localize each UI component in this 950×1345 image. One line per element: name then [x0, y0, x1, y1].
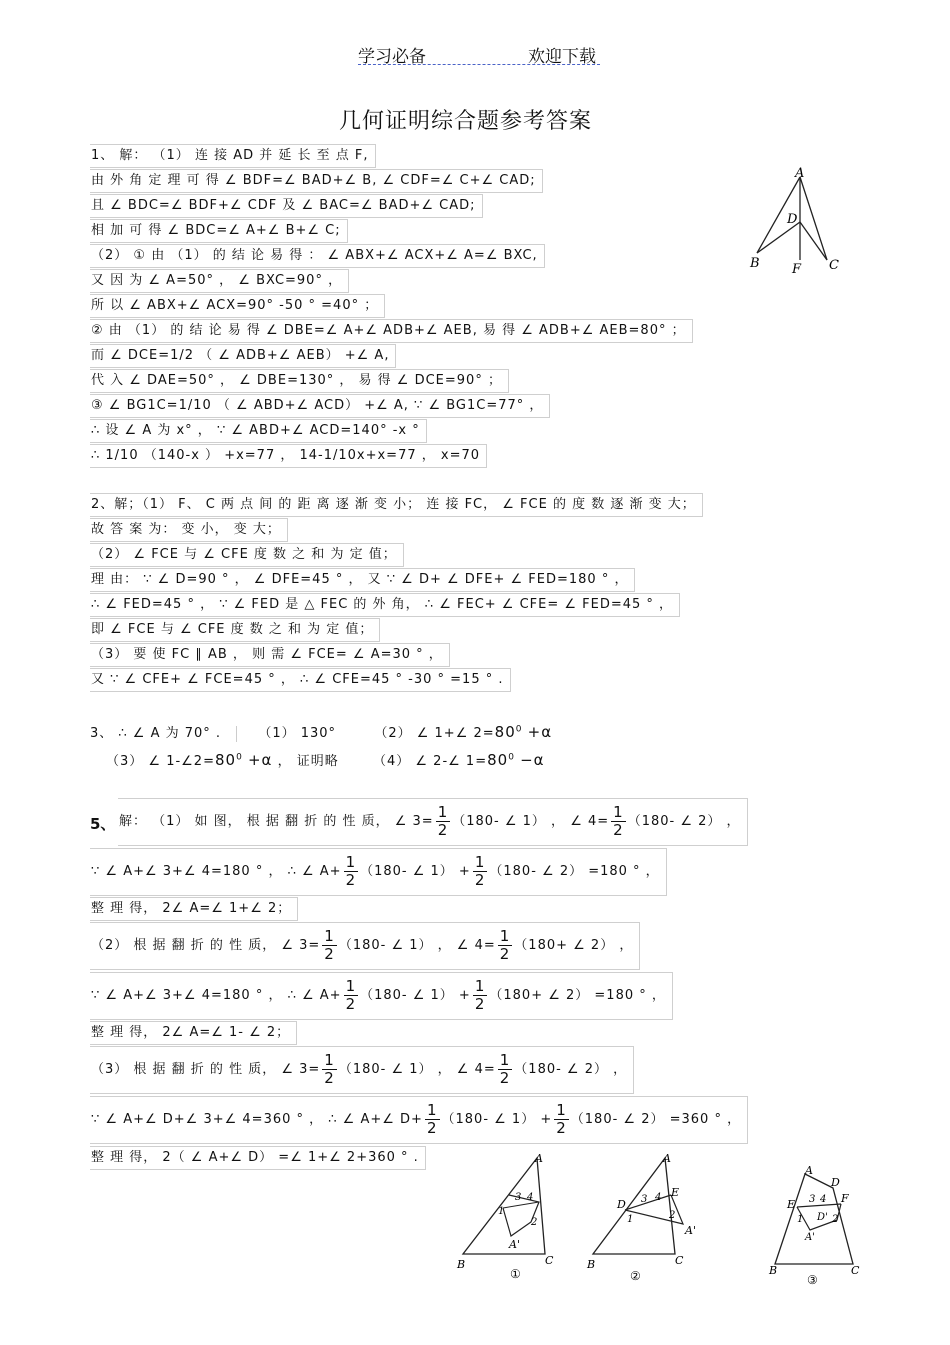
q2-line: （3） 要 使 FC ∥ AB ， 则 需 ∠ FCE= ∠ A=30 ° ，	[90, 643, 450, 667]
q3-text: （2） ∠ 1+∠ 2=	[374, 726, 495, 741]
q1-line: 所 以 ∠ ABX+∠ ACX=90° -50 ° =40° ；	[90, 294, 385, 318]
q1-line: 1、 解： （1） 连 接 AD 并 延 长 至 点 F,	[90, 144, 376, 168]
q5-line: 整 理 得， 2∠ A=∠ 1- ∠ 2；	[90, 1021, 297, 1045]
label-D: D	[787, 212, 798, 227]
fraction-half: $\frac{1}{2}$	[613, 803, 624, 839]
fraction-half: $\frac{1}{2}$	[324, 927, 335, 963]
q1-line: （2） ① 由 （1） 的 结 论 易 得 ： ∠ ABX+∠ ACX+∠ A=∠ BXC,	[90, 244, 545, 268]
q3-line-1	[90, 722, 552, 742]
label-A: A	[795, 166, 805, 181]
svg-text:2: 2	[832, 1214, 839, 1225]
q5-text: （180- ∠ 1） ， ∠ 4=	[338, 938, 496, 953]
q5-text: （180- ∠ 1） +	[441, 1112, 553, 1127]
q3-value: 80	[214, 751, 237, 769]
label-B: B	[750, 256, 760, 271]
q3-alpha: −α	[520, 751, 545, 769]
q1-line: 代 入 ∠ DAE=50° ， ∠ DBE=130° ， 易 得 ∠ DCE=90° ；	[90, 369, 509, 393]
svg-text:A': A'	[805, 1232, 815, 1243]
svg-text:3: 3	[809, 1194, 816, 1205]
svg-text:1: 1	[797, 1214, 804, 1225]
fold-figure-3	[765, 1160, 865, 1288]
q5-text: （2） 根 据 翻 折 的 性 质， ∠ 3=	[91, 938, 321, 953]
q2-line: （2） ∠ FCE 与 ∠ CFE 度 数 之 和 为 定 值；	[90, 543, 404, 567]
svg-text:4: 4	[527, 1192, 534, 1203]
svg-text:1: 1	[627, 1214, 634, 1225]
svg-text:3: 3	[641, 1194, 648, 1205]
fraction-half: $\frac{1}{2}$	[345, 853, 357, 889]
q3-text: 3、 ∴ ∠ A 为 70° .	[90, 726, 222, 741]
svg-text:B: B	[587, 1258, 596, 1271]
fraction-half: $\frac{1}{2}$	[499, 927, 511, 963]
fold-figure-2	[585, 1150, 715, 1285]
q3-value: 80	[494, 723, 516, 741]
label-C: C	[829, 258, 839, 273]
q5-text: （180- ∠ 1） +	[360, 988, 471, 1003]
svg-text:A: A	[805, 1164, 813, 1177]
q3-text: （3） ∠ 1-∠2=	[106, 754, 215, 769]
svg-text:A: A	[535, 1152, 543, 1165]
q1-line: ③ ∠ BG1C=1/10 （ ∠ ABD+∠ ACD） +∠ A, ∵ ∠ BG1C=77° ，	[90, 394, 550, 418]
q5-line	[90, 972, 673, 1020]
q3-alpha: +α	[247, 751, 273, 769]
header-divider	[358, 64, 600, 65]
svg-text:②: ②	[630, 1269, 641, 1283]
svg-text:A: A	[663, 1152, 671, 1165]
q1-line: 相 加 可 得 ∠ BDC=∠ A+∠ B+∠ C;	[90, 219, 348, 243]
q5-text: （180- ∠ 2） =360 ° ，	[570, 1112, 742, 1127]
fraction-half: $\frac{1}{2}$	[499, 1051, 511, 1087]
svg-text:E: E	[787, 1198, 796, 1211]
svg-text:D: D	[831, 1176, 840, 1189]
fraction-half: $\frac{1}{2}$	[324, 1051, 335, 1087]
q5-line	[118, 798, 748, 846]
q5-line	[90, 922, 640, 970]
q5-text: ∵ ∠ A+∠ 3+∠ 4=180 ° ， ∴ ∠ A+	[91, 864, 342, 879]
q5-text: 解： （1） 如 图， 根 据 翻 折 的 性 质， ∠ 3=	[119, 814, 434, 829]
q3-text: （4） ∠ 2-∠ 1=	[372, 754, 488, 769]
svg-text:D: D	[617, 1198, 626, 1211]
q5-label: 5、	[90, 815, 116, 833]
q3-alpha: +α	[527, 723, 553, 741]
q3-line-2	[106, 750, 545, 769]
q1-line: ∴ 设 ∠ A 为 x° ， ∵ ∠ ABD+∠ ACD=140° -x °	[90, 419, 427, 443]
q2-line: 即 ∠ FCE 与 ∠ CFE 度 数 之 和 为 定 值；	[90, 618, 380, 642]
q5-text: （180- ∠ 1） +	[360, 864, 471, 879]
svg-text:3: 3	[515, 1192, 522, 1203]
svg-text:4: 4	[820, 1194, 827, 1205]
q5-text: （180+ ∠ 2） ，	[514, 938, 634, 953]
q3-text: （1） 130°	[258, 726, 337, 741]
q5-line	[90, 1046, 634, 1094]
svg-text:2: 2	[531, 1217, 538, 1228]
q3-degree: 0	[515, 724, 523, 735]
q5-line	[90, 848, 667, 896]
fraction-half: $\frac{1}{2}$	[426, 1101, 438, 1137]
fraction-half: $\frac{1}{2}$	[437, 803, 449, 839]
q5-text: ∵ ∠ A+∠ 3+∠ 4=180 ° ， ∴ ∠ A+	[91, 988, 342, 1003]
q3-text: ， 证明略	[277, 754, 339, 769]
svg-text:2: 2	[669, 1210, 676, 1221]
q5-text: （180- ∠ 1） ， ∠ 4=	[338, 1062, 496, 1077]
fold-figure-1	[455, 1150, 575, 1285]
q5-line: 整 理 得， 2∠ A=∠ 1+∠ 2；	[90, 897, 298, 921]
svg-text:①: ①	[510, 1267, 521, 1281]
page-title: 几何证明综合题参考答案	[339, 109, 593, 134]
fraction-half: $\frac{1}{2}$	[474, 977, 486, 1013]
triangle-figure-1	[745, 165, 845, 280]
svg-text:C: C	[545, 1254, 554, 1267]
q5-line: 整 理 得， 2（ ∠ A+∠ D） =∠ 1+∠ 2+360 ° .	[90, 1146, 426, 1170]
svg-text:D': D'	[817, 1212, 828, 1223]
q1-line: 且 ∠ BDC=∠ BDF+∠ CDF 及 ∠ BAC=∠ BAD+∠ CAD;	[90, 194, 483, 218]
q5-text: （180- ∠ 2） ，	[514, 1062, 628, 1077]
fraction-half: $\frac{1}{2}$	[345, 977, 357, 1013]
q1-line: 又 因 为 ∠ A=50° ， ∠ BXC=90° ，	[90, 269, 349, 293]
label-F: F	[792, 262, 802, 277]
q5-text: （180- ∠ 2） ，	[627, 814, 741, 829]
q1-line: ② 由 （1） 的 结 论 易 得 ∠ DBE=∠ A+∠ ADB+∠ AEB, 易 得 ∠ ADB+∠ AEB=80° ；	[90, 319, 693, 343]
fraction-half: $\frac{1}{2}$	[474, 853, 486, 889]
q1-line: 而 ∠ DCE=1/2 （ ∠ ADB+∠ AEB） +∠ A,	[90, 344, 396, 368]
q3-degree: 0	[508, 752, 515, 763]
svg-text:B: B	[457, 1258, 466, 1271]
header-right: 欢迎下载	[528, 47, 596, 67]
svg-text:C: C	[675, 1254, 684, 1267]
svg-text:A': A'	[685, 1224, 696, 1237]
header-left: 学习必备	[358, 47, 426, 67]
q2-line: 理 由： ∵ ∠ D=90 ° ， ∠ DFE=45 ° ， 又 ∵ ∠ D+ ∠ DFE+ ∠ FED=180 ° ，	[90, 568, 635, 592]
svg-text:A': A'	[509, 1238, 520, 1251]
fraction-half: $\frac{1}{2}$	[556, 1101, 567, 1137]
svg-text:③: ③	[807, 1273, 818, 1287]
q2-line: ∴ ∠ FED=45 ° ， ∵ ∠ FED 是 △ FEC 的 外 角， ∴ ∠ FEC+ ∠ CFE= ∠ FED=45 ° ，	[90, 593, 680, 617]
q5-text: （180- ∠ 1） ， ∠ 4=	[452, 814, 610, 829]
q5-text: （180- ∠ 2） =180 ° ，	[489, 864, 660, 879]
svg-text:4: 4	[655, 1192, 662, 1203]
svg-text:B: B	[769, 1264, 778, 1277]
q5-text: ∵ ∠ A+∠ D+∠ 3+∠ 4=360 ° ， ∴ ∠ A+∠ D+	[91, 1112, 423, 1127]
svg-text:F: F	[841, 1192, 849, 1205]
q5-text: （3） 根 据 翻 折 的 性 质， ∠ 3=	[91, 1062, 321, 1077]
q1-line: ∴ 1/10 （140-x ） +x=77 ， 14-1/10x+x=77 ， x=70	[90, 444, 487, 468]
q2-line: 又 ∵ ∠ CFE+ ∠ FCE=45 ° ， ∴ ∠ CFE=45 ° -30 ° =15 ° .	[90, 668, 511, 692]
q3-value: 80	[487, 751, 509, 769]
q1-line: 由 外 角 定 理 可 得 ∠ BDF=∠ BAD+∠ B, ∠ CDF=∠ C+∠ CAD;	[90, 169, 543, 193]
svg-text:E: E	[671, 1186, 680, 1199]
q2-line: 2、解；（1） F、 C 两 点 间 的 距 离 逐 渐 变 小； 连 接 FC， ∠ FCE 的 度 数 逐 渐 变 大；	[90, 493, 703, 517]
q5-text: （180+ ∠ 2） =180 ° ，	[489, 988, 666, 1003]
svg-text:1: 1	[498, 1206, 505, 1217]
q5-line	[90, 1096, 748, 1144]
q2-line: 故 答 案 为： 变 小， 变 大；	[90, 518, 288, 542]
svg-text:C: C	[851, 1264, 860, 1277]
q3-degree: 0	[236, 752, 243, 763]
